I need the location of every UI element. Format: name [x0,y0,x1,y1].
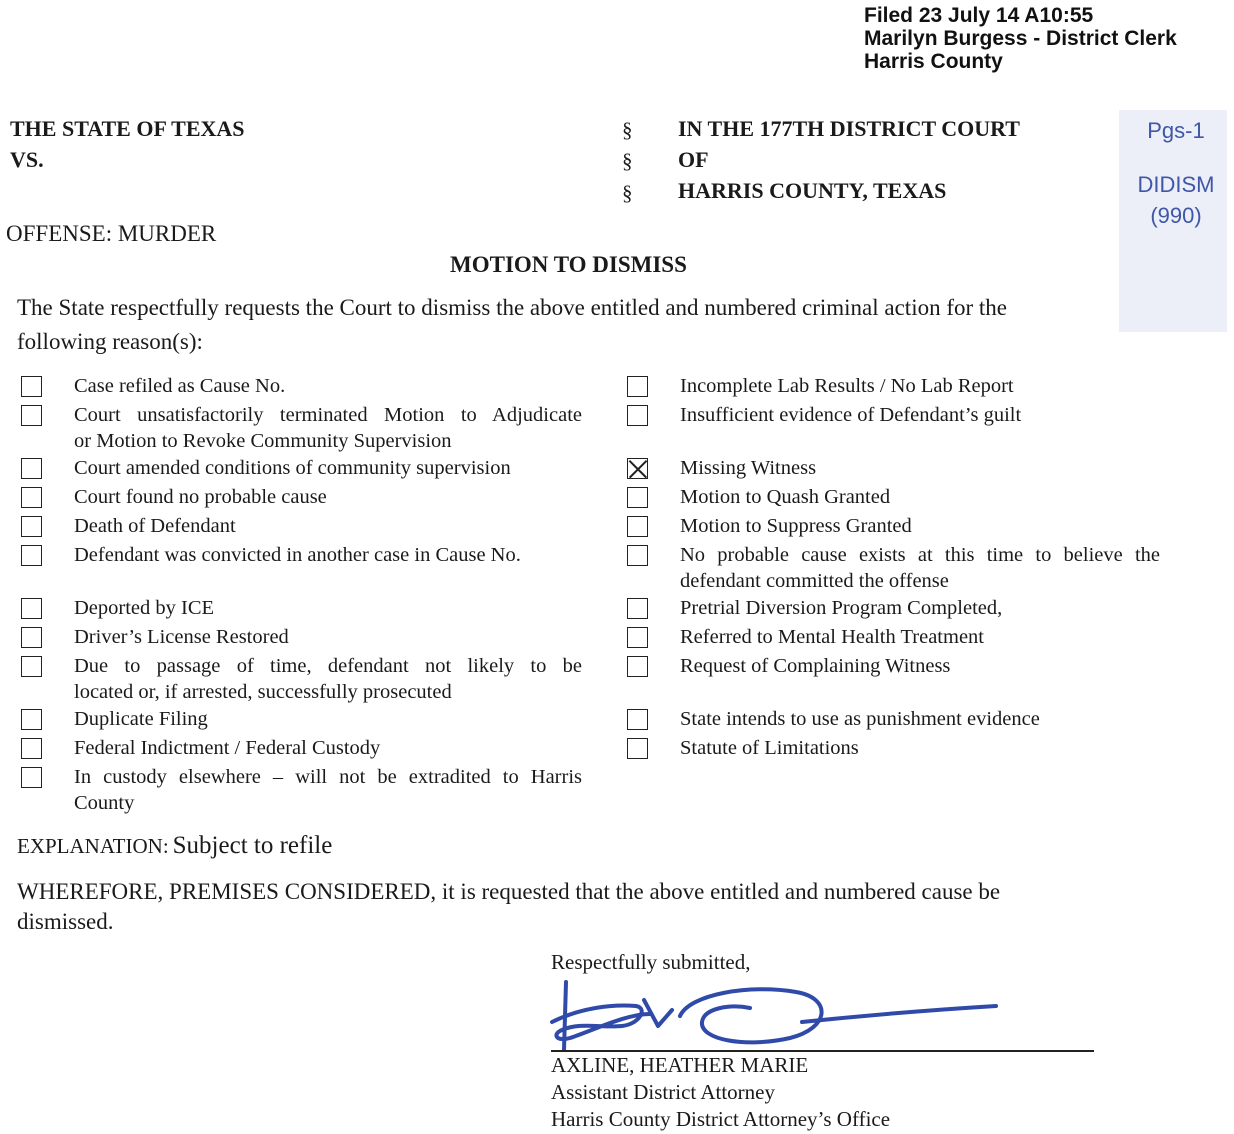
reason-label [680,513,1160,539]
handwritten-signature [540,970,1010,1060]
caption-versus: VS. [10,147,44,172]
wherefore-line1: WHEREFORE, PREMISES CONSIDERED, it is requested that the above entitled and numbered cause be [17,879,1001,904]
intro-text-line1: The State respectfully requests the Court to dismiss the above entitled and numbered criminal action for the [17,295,1007,320]
reason-label-line: Duplicate Filing [74,708,208,730]
reason-label-line: Motion to Suppress Granted [680,515,912,537]
checkbox[interactable] [21,656,42,677]
checkbox[interactable] [21,376,42,397]
reason-label-line: Motion to Quash Granted [680,486,891,508]
reason-label [680,542,1160,594]
reason-label-line: Request of Complaining Witness [680,655,951,677]
reason-label-line: Driver’s License Restored [74,626,289,648]
reason-label [74,455,582,481]
reason-label-line: Due to passage of time, defendant not likely to be [74,655,582,677]
explanation-value: Subject to refile [172,832,333,859]
reason-label [680,653,1160,679]
checkbox[interactable] [627,738,648,759]
reason-label [680,595,1160,621]
reason-label [74,706,582,732]
reason-label-line: or Motion to Revoke Community Supervision [74,430,452,452]
reason-label-line: defendant committed the offense [680,570,949,592]
disposition-code: DIDISM [1137,172,1215,197]
checkbox[interactable] [21,516,42,537]
reason-label [74,735,582,761]
reason-label-line: Missing Witness [680,457,817,479]
reason-label-line: Pretrial Diversion Program Completed, [680,597,1003,619]
reason-label [680,373,1160,399]
explanation-label: EXPLANATION: [17,834,169,858]
checkbox[interactable] [627,656,648,677]
signer-office: Harris County District Attorney’s Office [551,1107,891,1131]
reason-label-line: Court amended conditions of community supervision [74,457,511,479]
reason-label-line: Insufficient evidence of Defendant’s guilt [680,404,1022,426]
reason-label-line: Defendant was convicted in another case in Cause No. [74,544,521,566]
reason-label-line: No probable cause exists at this time to believe the [680,544,1160,566]
intro-text-line2: following reason(s): [17,329,203,354]
filing-stamp [864,4,1177,73]
checkbox[interactable] [21,598,42,619]
reason-label-line: Referred to Mental Health Treatment [680,626,984,648]
checkbox[interactable] [21,709,42,730]
reason-label [74,484,582,510]
reason-label-line: State intends to use as punishment evidence [680,708,1040,730]
reason-label [680,455,1160,481]
checkbox[interactable] [21,627,42,648]
reason-label [74,764,582,816]
checkbox[interactable] [627,598,648,619]
section-mark: § [622,181,633,205]
wherefore-line2: dismissed. [17,909,114,934]
reason-label-line: Incomplete Lab Results / No Lab Report [680,375,1014,397]
reason-label-line: Deported by ICE [74,597,215,619]
reason-label [680,735,1160,761]
reason-label-line: Court found no probable cause [74,486,327,508]
checked-checkbox[interactable] [627,458,648,479]
reason-label [680,402,1160,428]
signature-block [551,1052,890,1133]
caption-state: THE STATE OF TEXAS [10,116,245,141]
document-title: MOTION TO DISMISS [450,252,687,277]
checkbox[interactable] [21,545,42,566]
checkbox[interactable] [627,545,648,566]
signer-title: Assistant District Attorney [551,1080,775,1104]
filed-date: Filed 23 July 14 A10:55 [864,4,1094,27]
reason-label-line: Federal Indictment / Federal Custody [74,737,381,759]
checkbox[interactable] [21,487,42,508]
checkbox[interactable] [21,738,42,759]
reason-label [74,402,582,454]
caption-court: IN THE 177TH DISTRICT COURT [678,116,1020,141]
reason-label-line: In custody elsewhere – will not be extradited to Harris [74,766,582,788]
explanation [17,832,332,860]
caption-of: OF [678,147,709,172]
offense-line: OFFENSE: MURDER [6,221,217,246]
reason-label [680,484,1160,510]
page-count: Pgs-1 [1147,118,1205,143]
checkbox[interactable] [627,709,648,730]
reason-label-line: located or, if arrested, successfully prosecuted [74,681,452,703]
reason-label [74,653,582,705]
reason-label [680,706,1160,732]
checkbox[interactable] [21,767,42,788]
reason-label [680,624,1160,650]
district-clerk: Marilyn Burgess - District Clerk [864,27,1177,50]
closing-text: Respectfully submitted, [551,950,751,974]
reason-label-line: Case refiled as Cause No. [74,375,286,397]
checkbox[interactable] [627,405,648,426]
reason-label-line: Death of Defendant [74,515,236,537]
section-mark: § [622,149,633,173]
checkbox[interactable] [21,405,42,426]
caption-county: HARRIS COUNTY, TEXAS [678,178,947,203]
signer-name: AXLINE, HEATHER MARIE [551,1053,809,1077]
reason-label [74,513,582,539]
filing-county: Harris County [864,50,1003,73]
section-mark: § [622,118,633,142]
reason-label [74,373,582,399]
reason-label-line: Statute of Limitations [680,737,859,759]
checkbox[interactable] [627,627,648,648]
reason-label-line: Court unsatisfactorily terminated Motion to Adjudicate [74,404,582,426]
reason-label-line: County [74,792,135,814]
checkbox[interactable] [21,458,42,479]
reason-label [74,595,582,621]
checkbox[interactable] [627,376,648,397]
reason-label [74,624,582,650]
reason-label [74,542,582,568]
disposition-number: (990) [1150,203,1202,228]
checkbox[interactable] [627,516,648,537]
checkbox[interactable] [627,487,648,508]
